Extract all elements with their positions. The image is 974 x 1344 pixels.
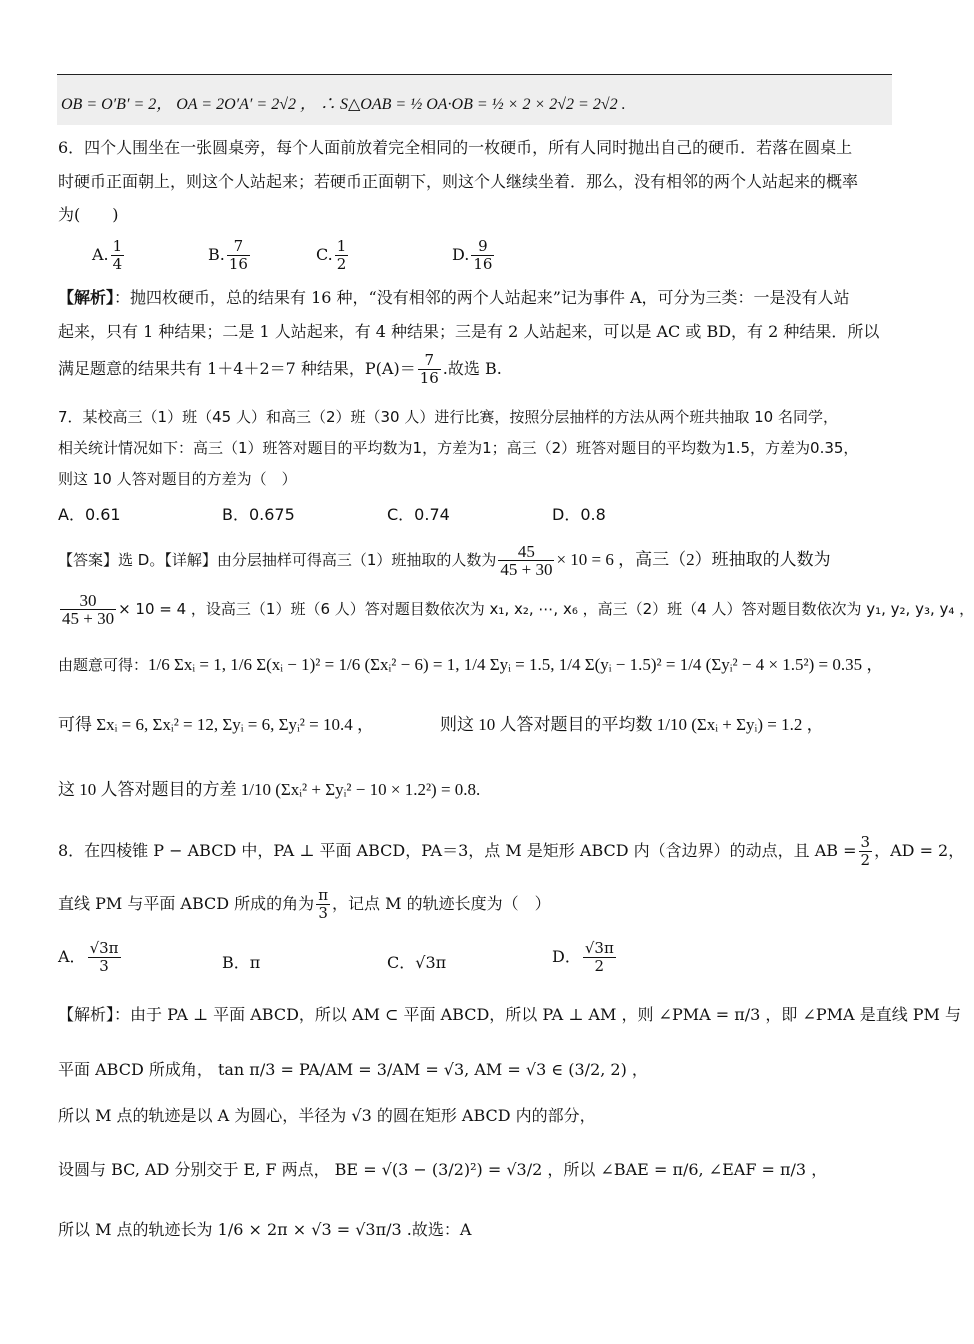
q6-solution-line1: 【解析】：抛四枚硬币，总的结果有 16 种，“没有相邻的两个人站起来”记为事件 A，可分为三类：一是没有人站 bbox=[58, 288, 850, 307]
previous-solution-line: OB = O′B′ = 2， OA = 2O′A′ = 2√2 ， ∴ S△OAB = ½ OA·OB = ½ × 2 × 2√2 = 2√2 . bbox=[61, 96, 626, 113]
q8-solution-line5: 所以 M 点的轨迹长为 1/6 × 2π × √3 = √3π/3 .故选：A bbox=[58, 1220, 472, 1239]
q7-answer-line4-mean: 则这 10 人答对题目的平均数 1/10 (Σxᵢ + Σyᵢ) = 1.2 ， bbox=[440, 715, 824, 734]
q7-option-a: A．0.61 bbox=[58, 505, 121, 524]
q7-answer-line3: 由题意可得：1/6 Σxᵢ = 1, 1/6 Σ(xᵢ − 1)² = 1/6 (Σxᵢ² − 6) = 1, 1/4 Σyᵢ = 1.5, 1/4 Σ(yᵢ − 1.5)² = 1/4 (Σyᵢ² − 4 × 1.5²) = 0.35 ， bbox=[58, 655, 884, 674]
q7-answer-line4: 可得 Σxᵢ = 6, Σxᵢ² = 12, Σyᵢ = 6, Σyᵢ² = 10.4 ， bbox=[58, 715, 374, 734]
q6-option-a: A. $\frac{1}{4}$ bbox=[92, 237, 123, 273]
q6-stem-line2: 时硬币正面朝上，则这个人站起来；若硬币正面朝下，则这个人继续坐着．那么，没有相邻的两个人站起来的概率 bbox=[58, 172, 859, 191]
q7-stem-line1: 7．某校高三（1）班（45 人）和高三（2）班（30 人）进行比赛，按照分层抽样的方法从两个班共抽取 10 名同学， bbox=[58, 408, 838, 426]
q8-solution-line4: 设圆与 BC, AD 分别交于 E, F 两点， BE = √(3 − (3/2)²) = √3/2 ，所以 ∠BAE = π/6, ∠EAF = π/3 ， bbox=[58, 1160, 828, 1179]
q7-option-b: B．0.675 bbox=[222, 505, 295, 524]
q7-stem-line3: 则这 10 人答对题目的方差为（ ） bbox=[58, 470, 297, 488]
q6-option-c: C. $\frac{1}{2}$ bbox=[316, 237, 347, 273]
q8-option-a: A． $\frac{√3\pi}{3}$ bbox=[58, 939, 119, 975]
q7-answer-line5: 这 10 人答对题目的方差 1/10 (Σxᵢ² + Σyᵢ² − 10 × 1.2²) = 0.8. bbox=[58, 780, 481, 799]
q8-stem-line2: 直线 PM 与平面 ABCD 所成的角为 $\frac{\pi}{3}$ ，记点 M 的轨迹长度为（ ） bbox=[58, 886, 551, 922]
previous-solution-box bbox=[57, 74, 892, 125]
q7-option-c: C．0.74 bbox=[387, 505, 450, 524]
q6-solution-line3: 满足题意的结果共有 1＋4＋2＝7 种结果，P(A)＝ $\frac{7}{16}$ .故选 B. bbox=[58, 351, 502, 387]
q8-stem-line1: 8．在四棱锥 P − ABCD 中，PA ⊥ 平面 ABCD，PA＝3，点 M 是矩形 ABCD 内（含边界）的动点，且 AB = $\frac{3}{2}$ ，AD = 2， bbox=[58, 833, 965, 869]
q6-solution-line2: 起来，只有 1 种结果；二是 1 人站起来，有 4 种结果；三是有 2 人站起来，可以是 AC 或 BD，有 2 种结果．所以 bbox=[58, 322, 880, 341]
q6-option-d: D. $\frac{9}{16}$ bbox=[452, 237, 493, 273]
q8-option-b: B．π bbox=[222, 953, 261, 972]
q8-solution-line3: 所以 M 点的轨迹是以 A 为圆心，半径为 √3 的圆在矩形 ABCD 内的部分， bbox=[58, 1106, 596, 1125]
q6-stem-line1: 6．四个人围坐在一张圆桌旁，每个人面前放着完全相同的一枚硬币，所有人同时抛出自己的硬币．若落在圆桌上 bbox=[58, 138, 853, 157]
q8-solution-line2: 平面 ABCD 所成角， tan π/3 = PA/AM = 3/AM = √3, AM = √3 ∈ (3/2, 2) ， bbox=[58, 1060, 648, 1079]
q8-option-c: C．√3π bbox=[387, 953, 447, 972]
q8-solution-line1: 【解析】：由于 PA ⊥ 平面 ABCD，所以 AM ⊂ 平面 ABCD，所以 PA ⊥ AM ，则 ∠PMA = π/3 ，即 ∠PMA 是直线 PM 与 bbox=[58, 1005, 962, 1024]
q8-option-d: D． $\frac{√3\pi}{2}$ bbox=[552, 939, 614, 975]
q7-option-d: D．0.8 bbox=[552, 505, 606, 524]
q7-answer-line2: $\frac{30}{45 + 30}$ × 10 = 4 ，设高三（1）班（6 人）答对题目数依次为 x₁, x₂, ⋯, x₆ ，高三（2）班（4 人）答对题目数依次为 y₁, y₂, y₃, y₄ ， bbox=[62, 591, 974, 628]
q6-stem-line3: 为( ) bbox=[58, 205, 119, 224]
q6-option-b: B. $\frac{7}{16}$ bbox=[208, 237, 248, 273]
q7-stem-line2: 相关统计情况如下：高三（1）班答对题目的平均数为1，方差为1；高三（2）班答对题目的平均数为1.5，方差为0.35， bbox=[58, 439, 859, 457]
q7-answer-line1: 【答案】选 D。【详解】由分层抽样可得高三（1）班抽取的人数为 $\frac{45}{45 + 30}$ × 10 = 6 ，高三（2）班抽取的人数为 bbox=[58, 542, 831, 579]
